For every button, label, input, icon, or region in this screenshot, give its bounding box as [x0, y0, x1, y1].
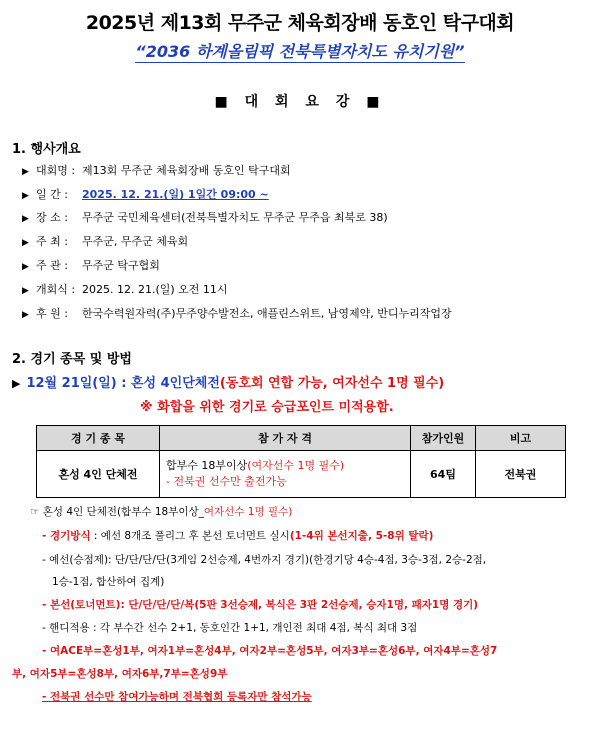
- event-cell: 혼성 4인 단체전: [37, 451, 160, 498]
- subtitle: [0, 39, 600, 62]
- list-item: [22, 209, 388, 225]
- triangle-bullet-icon: ▶: [22, 262, 29, 272]
- event-table: [36, 425, 566, 498]
- item-label: 개회식 :: [36, 283, 76, 296]
- count-cell: 64팀: [411, 451, 476, 498]
- table-header: 참 가 자 격: [160, 426, 411, 451]
- list-item: [22, 257, 160, 273]
- prelim-line: - 예선(승점제): 단/단/단/단(3게임 2선승제, 4번까지 경기)(한경기당 4승-4점, 3승-3점, 2승-2점,: [42, 554, 487, 566]
- table-header-row: [37, 426, 566, 451]
- item-value: 2025. 12. 21.(일) 오전 11시: [82, 283, 228, 296]
- item-value: 무주군, 무주군 체육회: [82, 235, 189, 248]
- remark-cell: 전북권: [476, 451, 566, 498]
- section-header: ■ 대 회 요 강 ■: [214, 94, 386, 110]
- item-label: 주 관 :: [36, 259, 68, 272]
- item-value: 무주군 탁구협회: [82, 259, 160, 272]
- item-label: 일 간 :: [36, 188, 68, 201]
- triangle-bullet-icon: ▶: [22, 167, 29, 177]
- section2-heading: 2. 경기 종목 및 방법: [12, 352, 132, 367]
- event-note: ※ 화합을 위한 경기로 승급포인트 미적용함.: [140, 400, 394, 415]
- qualification-region: - 전북권 선수만 출전가능: [166, 475, 287, 488]
- item-value: 제13회 무주군 체육회장배 동호인 탁구대회: [82, 164, 291, 177]
- table-header: 비고: [476, 426, 566, 451]
- ace-mapping-line-cont: 부, 여자5부=혼성8부, 여자6부,7부=혼성9부: [12, 668, 228, 680]
- item-value: 2025. 12. 21.(일) 1일간 09:00 ~: [82, 188, 269, 201]
- list-item: [22, 305, 452, 321]
- list-item: [22, 281, 228, 297]
- triangle-bullet-icon: ▶: [22, 238, 29, 248]
- event-condition: (동호회 연합 가능, 여자선수 1명 필수): [219, 376, 445, 391]
- eligibility-line: - 전북권 선수만 참여가능하며 전북협회 등록자만 참석가능: [42, 691, 312, 703]
- qualification-condition: (여자선수 1명 필수): [247, 459, 345, 472]
- main-title: 2025년 제13회 무주군 체육회장배 동호인 탁구대회: [85, 12, 515, 34]
- detail-heading-condition: 여자선수 1명 필수): [203, 506, 293, 518]
- prelim-line-cont: 1승-1점, 합산하여 집계): [52, 576, 165, 588]
- method-text: : 예선 8개조 풀리그 후 본선 토너먼트 실시: [90, 530, 290, 542]
- section1-heading: 1. 행사개요: [12, 142, 81, 157]
- item-label: 후 원 :: [36, 307, 68, 320]
- event-line: [12, 372, 444, 391]
- handicap-line: - 핸디적용 : 각 부수간 선수 2+1, 동호인간 1+1, 개인전 최대 4점, 복식 최대 3점: [42, 622, 418, 634]
- table-header: 경 기 종 목: [37, 426, 160, 451]
- triangle-bullet-icon: ▶: [22, 310, 29, 320]
- method-label: - 경기방식: [42, 530, 91, 542]
- list-item: [22, 162, 291, 178]
- qualification-text: 합부수 18부이상: [166, 459, 248, 472]
- list-item: [22, 186, 269, 202]
- triangle-bullet-icon: ▶: [12, 377, 21, 390]
- method-line: [42, 528, 433, 543]
- detail-heading-text: 혼성 4인 단체전(합부수 18부이상_: [42, 506, 204, 518]
- event-date-type: 12월 21일(일) : 혼성 4인단체전: [26, 376, 220, 391]
- item-label: 주 최 :: [36, 235, 68, 248]
- method-advance: (1-4위 본선지출, 5-8위 탈락): [289, 530, 434, 542]
- item-label: 장 소 :: [36, 211, 68, 224]
- detail-heading: [30, 504, 292, 519]
- ace-mapping-line: - 여ACE부=혼성1부, 여자1부=혼성4부, 여자2부=혼성5부, 여자3부=혼성6부, 여자4부=혼성7: [42, 645, 498, 657]
- item-value: 무주군 국민체육센터(전북특별자치도 무주군 무주읍 최북로 38): [82, 211, 388, 224]
- pointing-hand-icon: ☞: [30, 506, 40, 518]
- qualification-cell: [160, 451, 411, 498]
- subtitle-text: “2036 하계올림픽 전북특별자치도 유치기원”: [135, 42, 465, 61]
- triangle-bullet-icon: ▶: [22, 191, 29, 201]
- triangle-bullet-icon: ▶: [22, 286, 29, 296]
- triangle-bullet-icon: ▶: [22, 214, 29, 224]
- final-line: - 본선(토너먼트): 단/단/단/단/복(5판 3선승제, 복식은 3판 2선승제, 승자1명, 패자1명 경기): [42, 599, 479, 611]
- list-item: [22, 233, 188, 249]
- item-value: 한국수력원자력(주)무주양수발전소, 애플린스위트, 남영제약, 반디누리작업장: [82, 307, 452, 320]
- table-header: 참가인원: [411, 426, 476, 451]
- item-label: 대회명 :: [36, 164, 76, 177]
- table-row: [37, 451, 566, 498]
